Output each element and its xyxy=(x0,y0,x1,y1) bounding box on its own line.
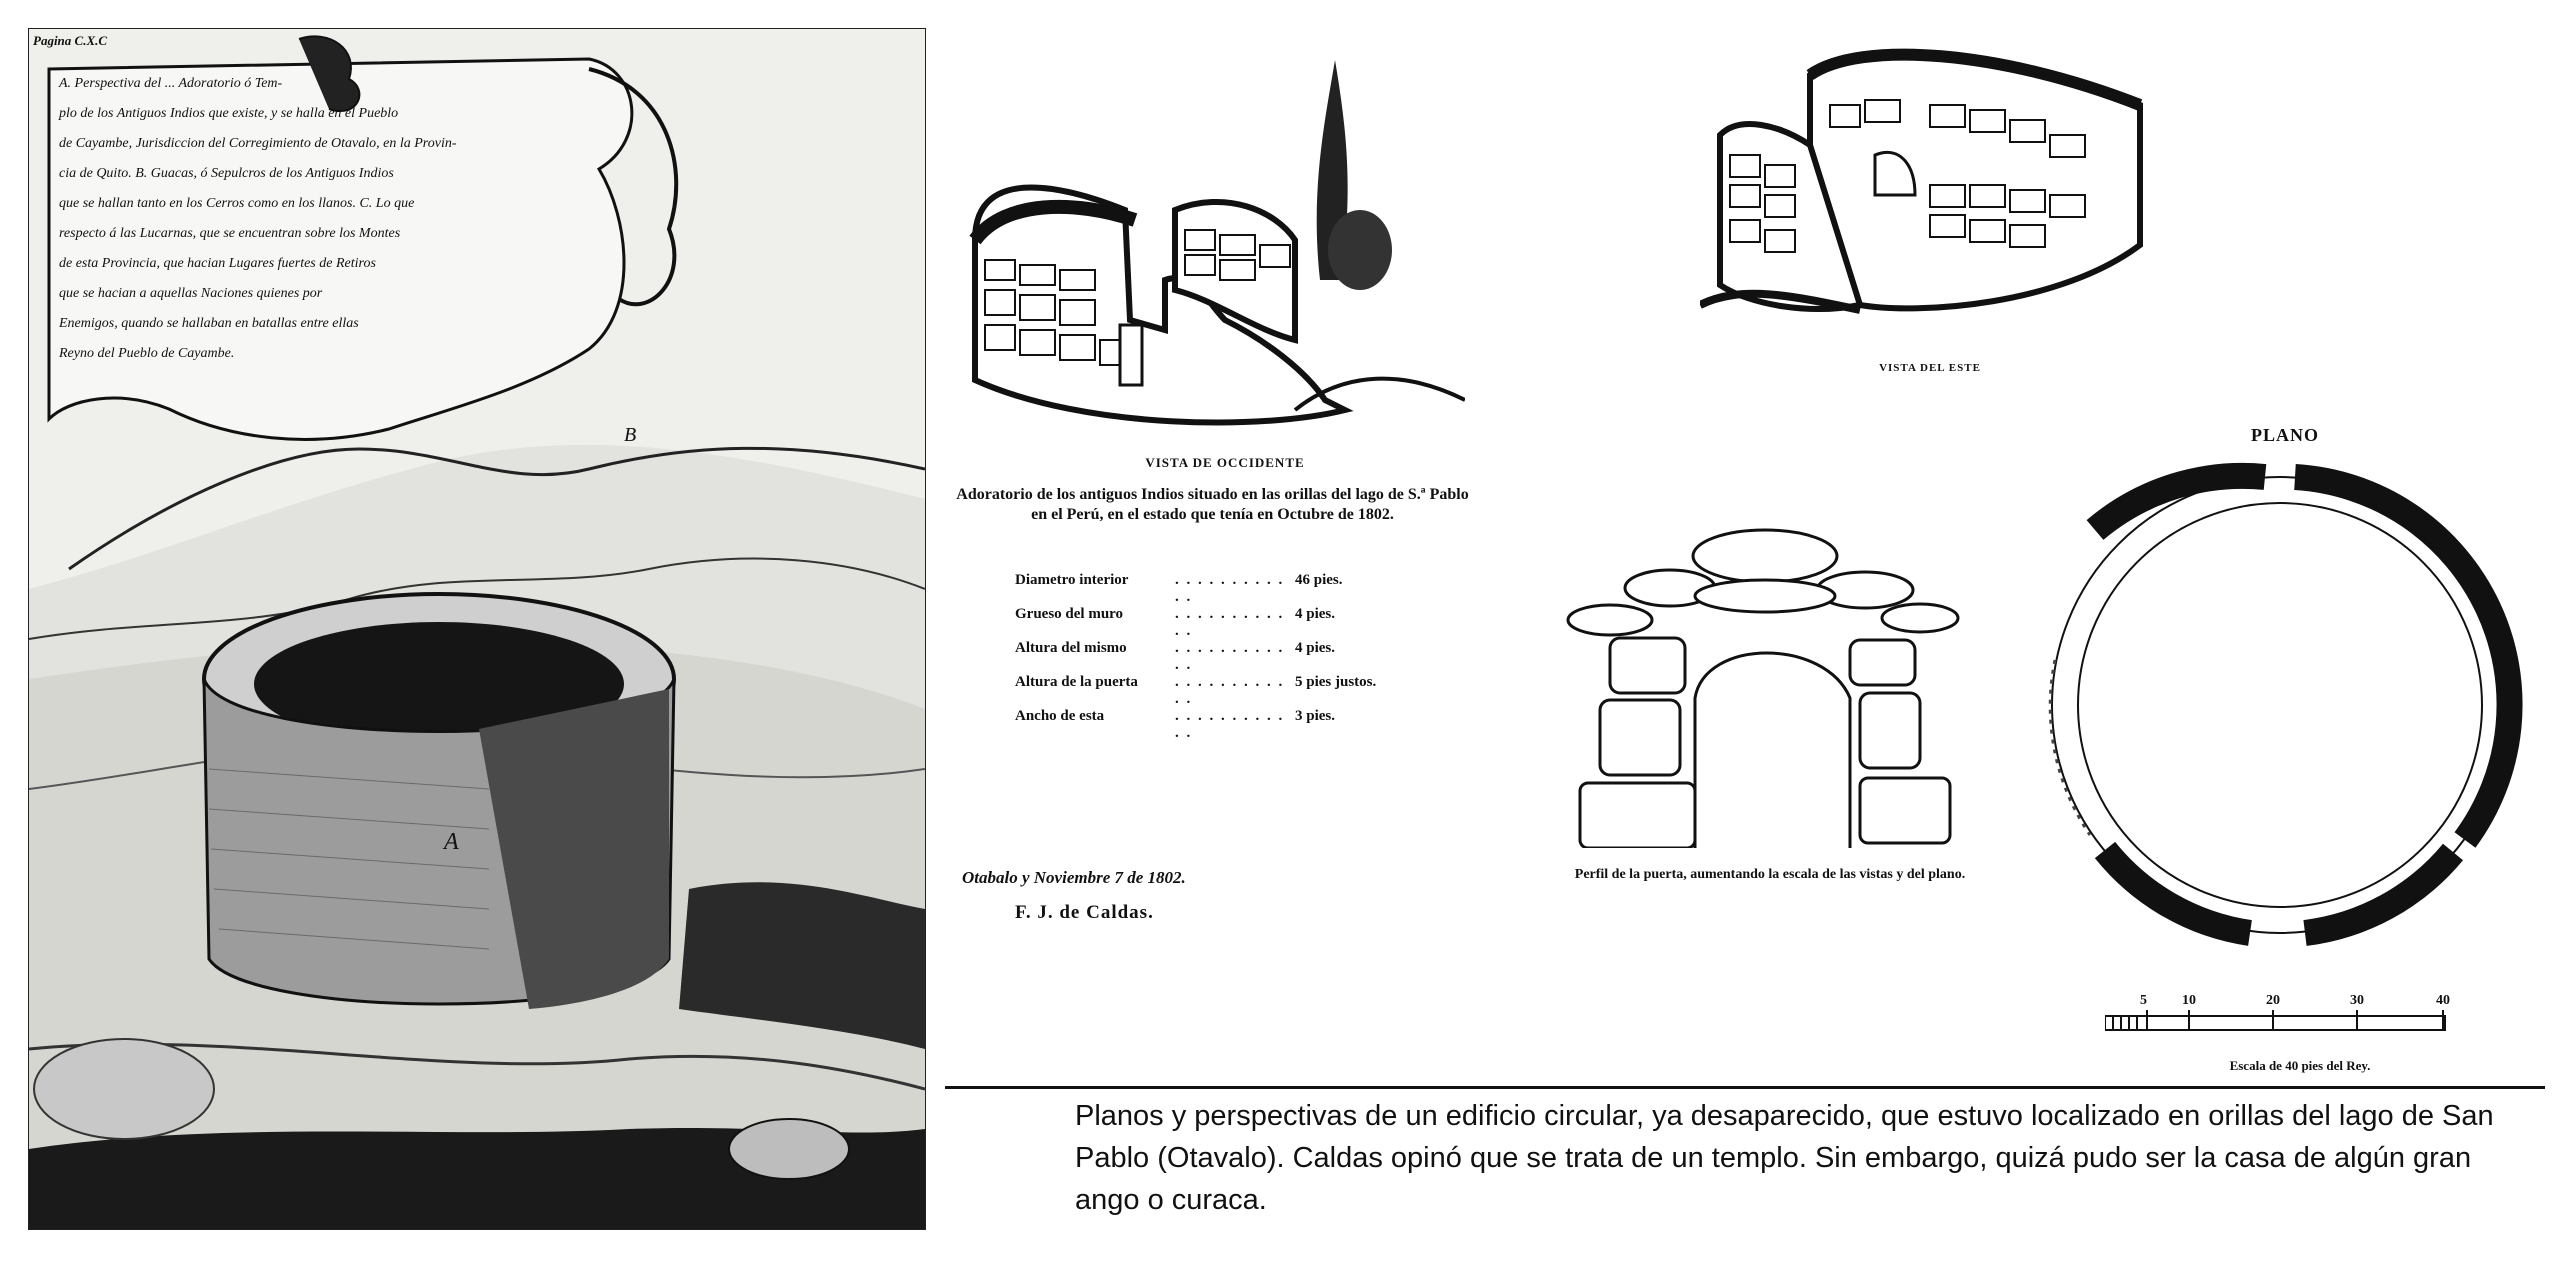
scale-tick-label: 10 xyxy=(2182,993,2196,1008)
dimension-row: Diametro interior . . . . . . . . . . . . 46 pies. xyxy=(1015,572,1343,605)
dimension-value: 5 pies justos. xyxy=(1295,674,1377,690)
dimension-label: Altura del mismo xyxy=(1015,640,1127,656)
figure-caption: Planos y perspectivas de un edificio circular, ya desaparecido, que estuvo localizado en orillas del lago de San Pablo (Otavalo). Caldas opinó que se trata de un templo. Sin embargo, quizá pudo ser la casa de algún gran ango o curaca. xyxy=(1075,1100,2494,1216)
west-view-drawing xyxy=(965,40,1465,440)
west-view-title: VISTA DE OCCIDENTE xyxy=(1145,455,1305,470)
cartouche-line: que se hallan tanto en los Cerros como en los llanos. C. Lo que xyxy=(59,196,415,211)
cartouche-line: cia de Quito. B. Guacas, ó Sepulcros de los Antiguos Indios xyxy=(59,166,394,181)
dimension-row: Altura de la puerta . . . . . . . . . . . . 5 pies justos. xyxy=(1015,674,1377,707)
cartouche-line: A. Perspectiva del ... Adoratorio ó Tem- xyxy=(59,76,283,91)
engraving-cartouche-text xyxy=(59,69,619,369)
scale-tick-label: 20 xyxy=(2266,993,2280,1008)
cartouche-line: que se hacian a aquellas Naciones quienes por xyxy=(59,286,323,301)
door-profile-caption: Perfil de la puerta, aumentando la escala de las vistas y del plano. xyxy=(1574,867,1966,882)
scale-tick-label: 40 xyxy=(2436,993,2450,1008)
engraving-label-b: B xyxy=(624,424,637,446)
caption-divider xyxy=(945,1086,2545,1089)
scale-tick-label: 5 xyxy=(2140,993,2147,1008)
dimension-label: Altura de la puerta xyxy=(1015,674,1138,690)
cartouche-line: plo de los Antiguos Indios que existe, y se halla en el Pueblo xyxy=(59,106,399,121)
dimension-row: Altura del mismo . . . . . . . . . . . . 4 pies. xyxy=(1015,640,1336,673)
scale-bar xyxy=(2105,1010,2450,1034)
cartouche-line: respecto á las Lucarnas, que se encuentran sobre los Montes xyxy=(59,226,401,241)
cartouche-line: de esta Provincia, que hacian Lugares fuertes de Retiros xyxy=(59,256,376,271)
engraving-label-a: A xyxy=(444,829,459,855)
plan-drawing xyxy=(2035,460,2525,950)
cartouche-line: de Cayambe, Jurisdiccion del Corregimiento de Otavalo, en la Provin- xyxy=(59,136,457,151)
dimension-label: Diametro interior xyxy=(1015,572,1129,588)
west-view-description: Adoratorio de los antiguos Indios situado en las orillas del lago de S.ª Pablo en el Perú, en el estado que tenía en Octubre de 1802. xyxy=(956,486,1469,523)
cartouche-line: Reyno del Pueblo de Cayambe. xyxy=(59,346,235,361)
scale-caption: Escala de 40 pies del Rey. xyxy=(2229,1058,2371,1073)
engraving-corner-label: Pagina C.X.C xyxy=(33,33,108,48)
dimension-row: Grueso del muro . . . . . . . . . . . . 4 pies. xyxy=(1015,606,1336,639)
dimensions-list xyxy=(1015,572,1475,742)
dimension-row: Ancho de esta . . . . . . . . . . . . 3 pies. xyxy=(1015,708,1336,741)
engraving-panel xyxy=(28,28,926,1230)
plan-title: PLANO xyxy=(2251,425,2319,445)
scale-tick-label: 30 xyxy=(2350,993,2364,1008)
dimension-value: 4 pies. xyxy=(1295,606,1336,622)
dimension-value: 46 pies. xyxy=(1295,572,1343,588)
east-view-drawing xyxy=(1700,45,2150,325)
cartouche-line: Enemigos, quando se hallaban en batallas entre ellas xyxy=(59,316,359,331)
east-view-title: VISTA DEL ESTE xyxy=(1879,362,1981,374)
signature: F. J. de Caldas. xyxy=(1015,902,1154,923)
dimension-value: 3 pies. xyxy=(1295,708,1336,724)
dimension-label: Ancho de esta xyxy=(1015,708,1105,724)
letter-date: Otabalo y Noviembre 7 de 1802. xyxy=(962,868,1186,887)
door-profile-drawing xyxy=(1565,528,1965,848)
dimension-value: 4 pies. xyxy=(1295,640,1336,656)
dimension-label: Grueso del muro xyxy=(1015,606,1124,622)
